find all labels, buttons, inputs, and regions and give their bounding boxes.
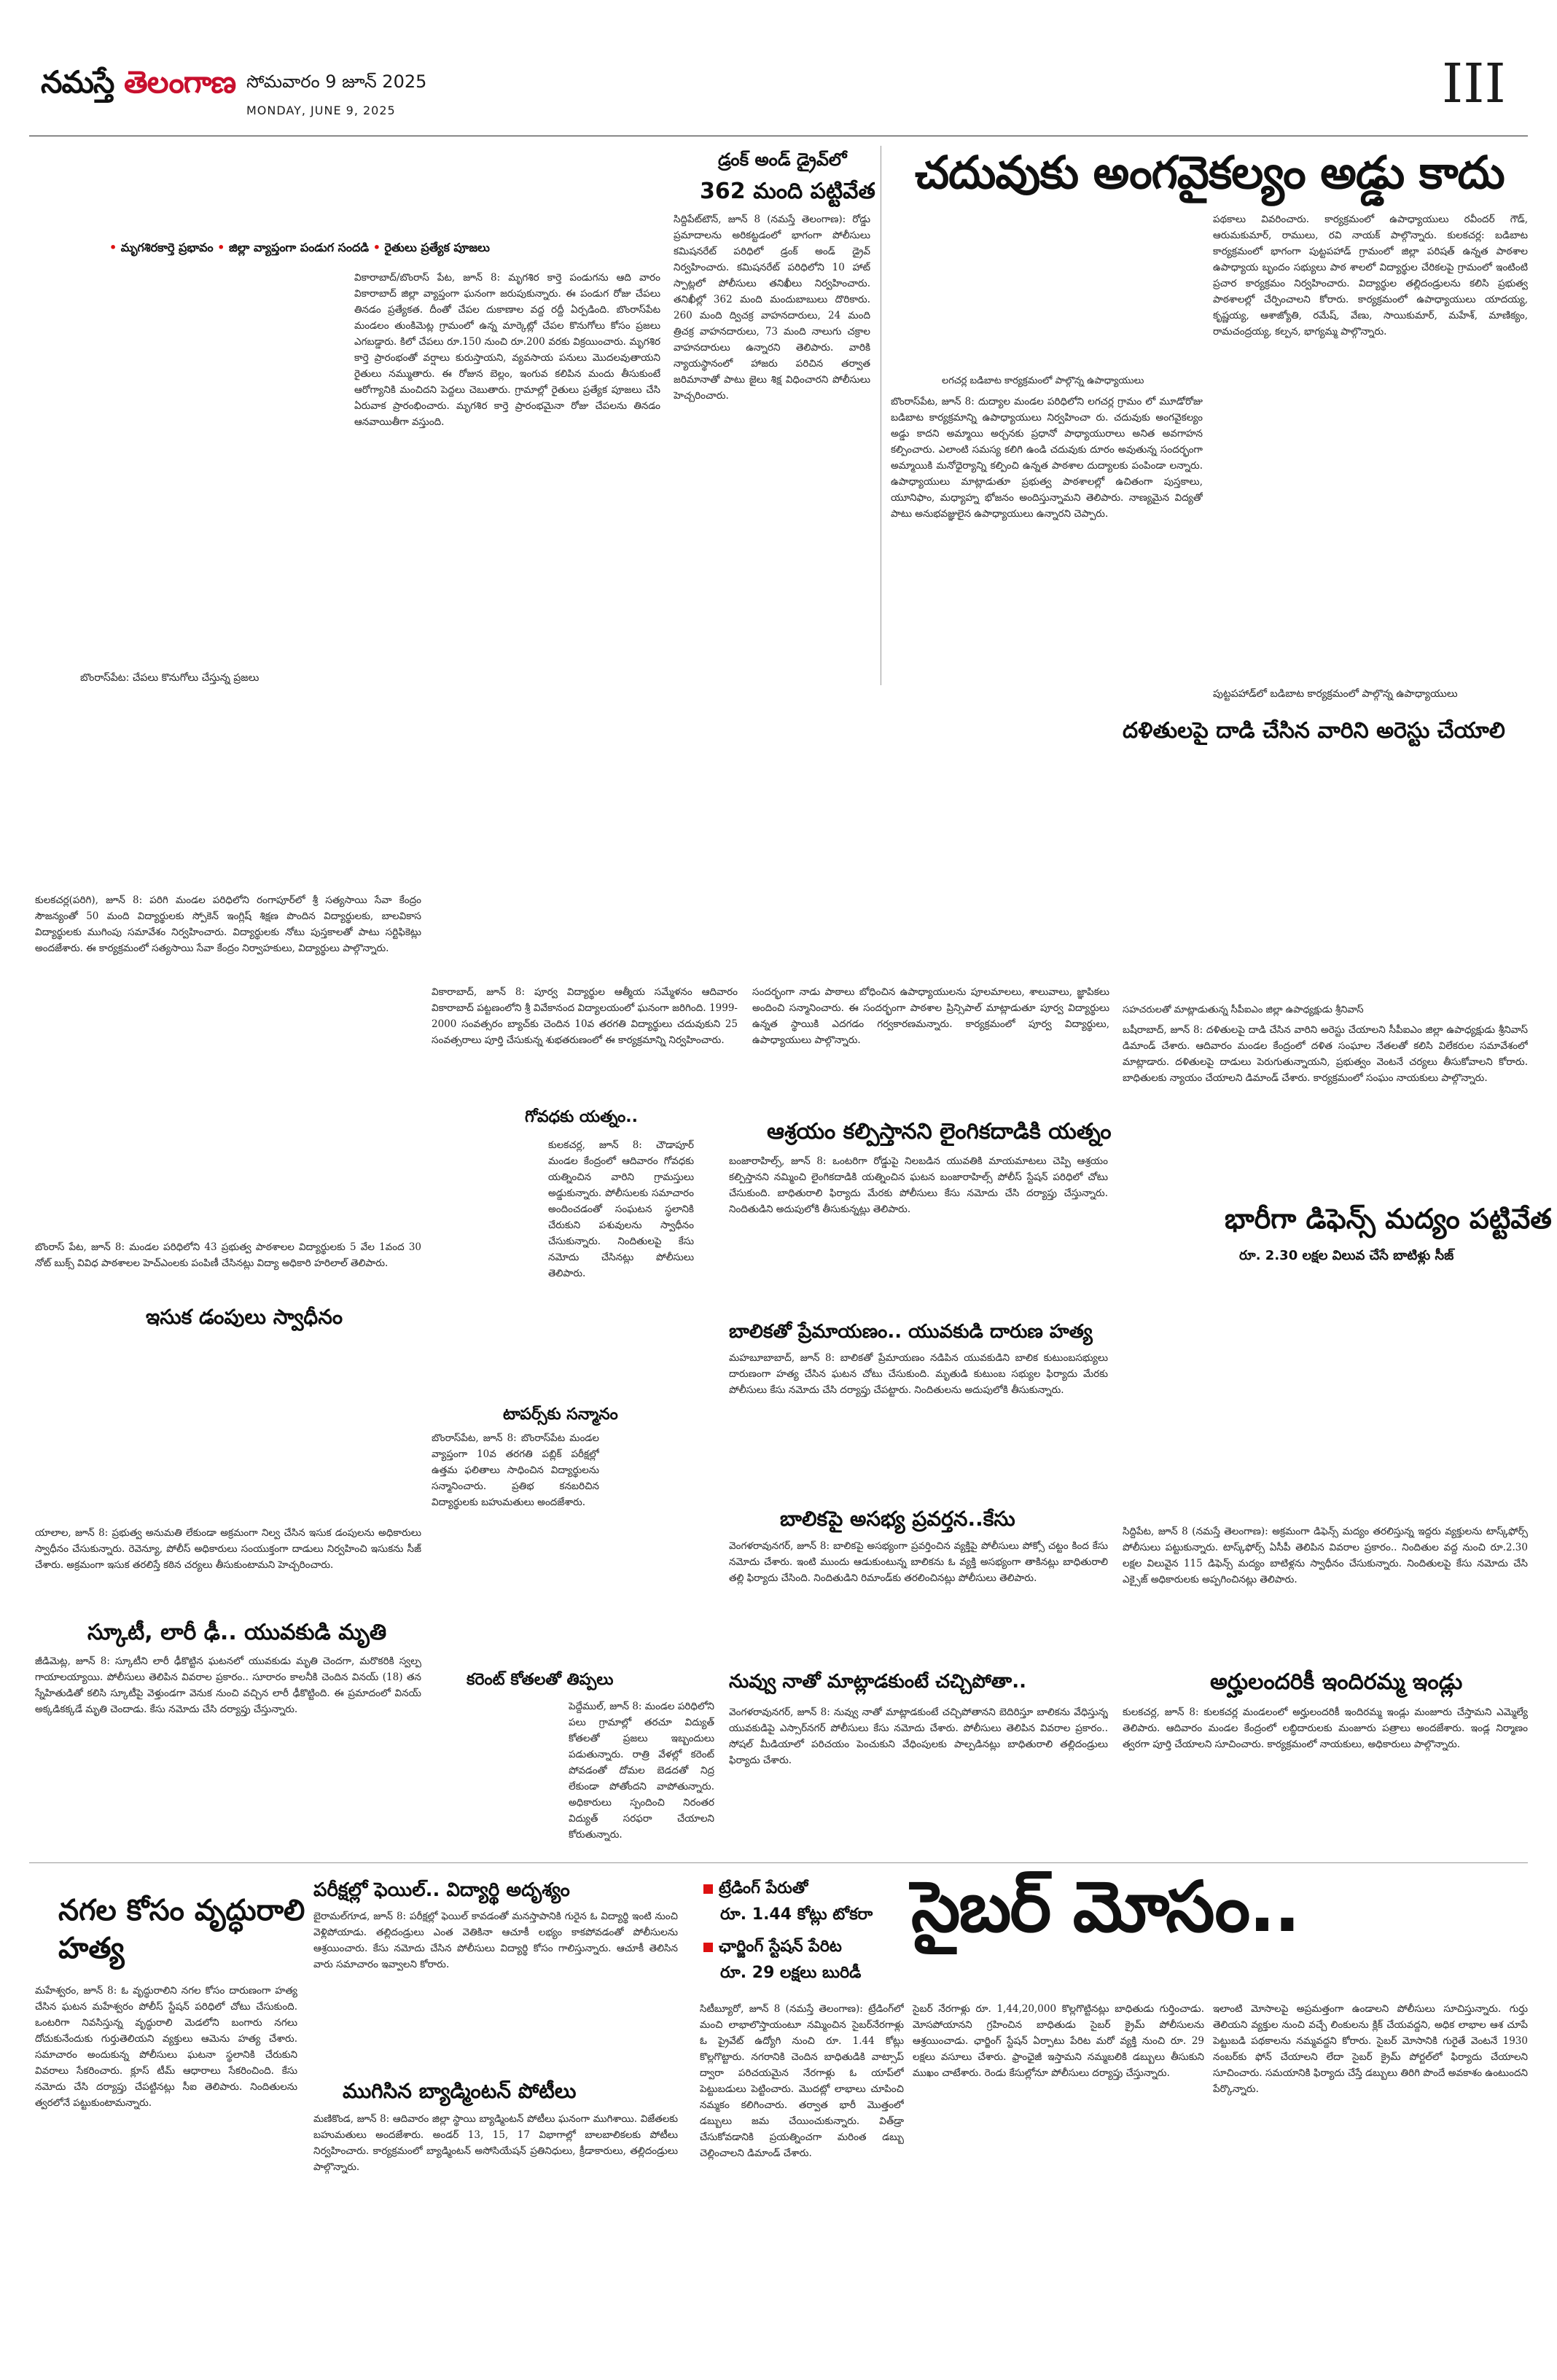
current-headline: కరెంట్ కోతలతో తిప్పలు [467, 1671, 614, 1689]
logo-word-1: నమస్తే [41, 64, 114, 100]
vivekananda-body: వికారాబాద్, జూన్ 8: పూర్వ విద్యార్థుల ఆత్మీయ సమ్మేళనం ఆదివారం వికారాబాద్ పట్టణంలోని శ్రీ వివేకానంద విద్యాలయంలో ఘనంగా జరిగింది. 1999-2000 సంవత్సరం బ్యాచ్‌కు చెందిన 10వ తరగతి విద్యార్థులు చదువుకుని 25 సంవత్సరాలు పూర్తి చేసుకున్న శుభతరుణంలో ఈ కార్యక్రమాన్ని నిర్వహించారు. [432, 986, 738, 1046]
current-body: పెద్దేముల్, జూన్ 8: మండల పరిధిలోని పలు గ్రామాల్లో తరచూ విద్యుత్ కోతలతో ప్రజలు ఇబ్బందులు పడుతున్నారు. రాత్రి వేళల్లో కరెంట్ పోవడంతో దోమల బెడదతో నిద్ర లేకుండా పోతోందని వాపోతున్నారు. అధికారులు స్పందించి నిరంతర విద్యుత్ సరఫరా చేయాలని కోరుతున్నారు. [569, 1701, 714, 1841]
scooty-headline: స్కూటీ, లారీ ఢీ.. యువకుడి మృతి [87, 1620, 387, 1645]
lead-body-col1: బొంరాస్‌పేట, జూన్ 8: దుద్యాల మండల పరిధిలోని లగచర్ల గ్రామం లో మూడోరోజు బడిబాట కార్యక్రమాన్ని ఉపాధ్యాయులు నిర్వహించా రు. చదువుకు అంగవైకల్యం అడ్డు కాదని అమ్మాయి అర్చనకు ప్రధానో పాధ్యాయురాలు అనిత అవగాహన కల్పించారు. ఎలాంటి సమస్య కలిగి ఉండి చదువుకు దూరం అవుతున్న సందర్భంగా అమ్మాయికి మనోధైర్యాన్ని కల్పించి ఉన్నత పాఠశాల దుద్యాలకు పంపిండా లన్నారు. ఉపాధ్యాయులు మాట్లాడుతూ ప్రభుత్వ పాఠశాలల్లో ఉచితంగా పుస్తకాలు, యూనిఫాం, మధ్యాహ్న భోజనం అందిస్తున్నామని తెలిపారు. నాణ్యమైన విద్యతో పాటు అనుభవజ్ఞులైన ఉపాధ్యాయులు ఉన్నారని చెప్పారు. [891, 396, 1203, 520]
cyber-bullet-1b: రూ. 1.44 కోట్లు టోకరా [720, 1905, 873, 1924]
nagala-kosam-headline: నగల కోసం వృద్ధురాలి హత్య [58, 1894, 305, 1965]
page-number: III [1442, 52, 1506, 115]
bottom-row-rule [29, 1862, 1528, 1863]
ashrayam-body: బంజారాహిల్స్, జూన్ 8: ఒంటరిగా రోడ్డుపై నిలబడిన యువతికి మాయమాటలు చెప్పి ఆశ్రయం కల్పిస్తానని నమ్మించి లైంగికదాడికి యత్నించిన ఘటన బంజారాహిల్స్ పోలీస్ స్టేషన్ పరిధిలో చోటు చేసుకుంది. బాధితురాలి ఫిర్యాదు మేరకు పోలీసులు కేసు నమోదు చేసి దర్యాప్తు చేస్తున్నారు. నిందితుడిని అదుపులోకి తీసుకున్నట్లు తెలిపారు. [729, 1155, 1108, 1215]
masthead-logo [41, 64, 235, 108]
cyber-headline: సైబర్ మోసం.. [911, 1866, 1300, 1948]
lead-body-col2: పథకాలు వివరించారు. కార్యక్రమంలో ఉపాధ్యాయులు రవీందర్ గౌడ్, ఆరుమకుమార్, రాములు, రవి నాయక్ పాల్గొన్నారు. కులకచర్ల: బడిబాట కార్యక్రమంలో భాగంగా పుట్టపహాడ్ గ్రామంలో జిల్లా పరిషత్ ఉన్నత పాఠశాల ఉపాధ్యాయ బృందం సభ్యులు పాఠ శాలలో విద్యార్థుల చేరికలపై గ్రామంలో ఇంటింటి ప్రచార కార్యక్రమం నిర్వహించారు. విద్యార్థుల తల్లిదండ్రులను కలిసి ప్రభుత్వ పాఠశాలల్లో చేర్పించాలని కోరారు. కార్యక్రమంలో ఉపాధ్యాయులు యాదయ్య, కృష్ణయ్య, ఆశాజ్యోతి, రమేష్, వేణు, సాయికుమార్, మహేశ్, మాణిక్యం, రామచంద్రయ్య, కల్పన, భాగ్యమ్మ పాల్గొన్నారు. [1213, 214, 1528, 338]
drunk-drive-headline: 362 మంది పట్టివేత [700, 179, 875, 204]
balika-prema-headline: బాలికతో ప్రేమాయణం.. యువకుడి దారుణ హత్య [729, 1321, 1093, 1343]
logo-word-2: తెలంగాణ [124, 64, 236, 100]
cyber-bullet-1a-text: ట్రేడింగ్ పేరుతో [719, 1879, 808, 1897]
cpim-body: బషీరాబాద్, జూన్ 8: దళితులపై దాడి చేసిన వారిని అరెస్టు చేయాలని సీపీఐఎం జిల్లా ఉపాధ్యక్షుడు శ్రీనివాస్ డిమాండ్ చేశారు. ఆదివారం మండల కేంద్రంలో దళిత సంఘాల నేతలతో కలిసి విలేకరుల సమావేశంలో మాట్లాడారు. దళితులపై దాడులు పెరుగుతున్నాయని, ప్రభుత్వం వెంటనే చర్యలు తీసుకోవాలని కోరారు. బాధితులకు న్యాయం చేయాలని డిమాండ్ చేశారు. కార్యక్రమంలో సంఘం నాయకులు పాల్గొన్నారు. [1123, 1024, 1528, 1084]
cyber-body-col3: ఇలాంటి మోసాలపై అప్రమత్తంగా ఉండాలని పోలీసులు సూచిస్తున్నారు. గుర్తు తెలియని వ్యక్తుల నుంచి వచ్చే లింకులను క్లిక్ చేయవద్దని, అధిక లాభాల ఆశ చూపే పెట్టుబడి పథకాలను నమ్మవద్దని కోరారు. సైబర్ మోసానికి గురైతే వెంటనే 1930 నంబర్‌కు ఫోన్ చేయాలని లేదా సైబర్ క్రైమ్ పోర్టల్‌లో ఫిర్యాదు చేయాలని సూచించారు. సమయానికి ఫిర్యాదు చేస్తే డబ్బులు తిరిగి పొందే అవకాశం ఉంటుందని పేర్కొన్నారు. [1213, 2003, 1528, 2095]
lead-headline: చదువుకు అంగవైకల్యం అడ్డు కాదు [915, 146, 1505, 199]
mrigasira-body: వికారాబాద్/బొంరాస్ పేట, జూన్ 8: మృగశిర కార్తె పండుగను ఆది వారం వికారాబాద్ జిల్లా వ్యాప్తంగా ఘనంగా జరుపుకున్నారు. ఈ పండుగ రోజు చేపలు తినడం ప్రత్యేకత. దీంతో చేపల దుకాణాల వద్ద రద్దీ ఏర్పడింది. బొంరాస్‌పేట మండలం తుంకిమెట్ల గ్రామంలో ఉన్న మార్కెట్లో చేపల కొనుగోలు కోసం ప్రజలు ఎగబడ్డారు. కిలో చేపలు రూ.150 నుంచి రూ.200 వరకు విక్రయించారు. మృగశిర కార్తె ప్రారంభంతో వర్షాలు కురుస్తాయని, వ్యవసాయ పనులు మొదలవుతాయని రైతులు నమ్ముతారు. ఈ రోజున బెల్లం, ఇంగువ కలిపిన మందు తీసుకుంటే ఆరోగ్యానికి మంచిదని పెద్దలు చెబుతారు. గ్రామాల్లో రైతులు ప్రత్యేక పూజలు చేసి ఏరువాక ప్రారంభించారు. మృగశిర కార్తె ప్రారంభమైనా రోజు చేపలను తినడం ఆనవాయితీగా వస్తుంది. [354, 272, 660, 428]
cyber-bullet-2a [703, 1938, 842, 1959]
mrigasira-caption: బొంరాస్‌పేట: చేపలు కొనుగోలు చేస్తున్న ప్రజలు [80, 672, 260, 684]
current-photo [432, 1698, 563, 1852]
notebooks-body: బొంరాస్ పేట, జూన్ 8: మండల పరిధిలోని 43 ప్రభుత్వ పాఠశాలల విద్యార్థులకు 5 వేల 1వంద 30 నోట్ బుక్స్ వివిధ పాఠశాలల హెచ్ఎంలకు పంపిణీ చేసినట్లు విద్యా అధికారి హరిలాల్ తెలిపారు. [35, 1241, 421, 1269]
cyber-body-col1: సిటీబ్యూరో, జూన్ 8 (నమస్తే తెలంగాణ): ట్రేడింగ్‌లో మంచి లాభాలొస్తాయంటూ నమ్మించిన సైబర్‌నేరగాళ్లు ఓ ప్రైవేట్ ఉద్యోగి నుంచి రూ. 1.44 కోట్లు కొల్లగొట్టారు. నగరానికి చెందిన బాధితుడికి వాట్సాప్ ద్వారా పరిచయమైన నేరగాళ్లు ఓ యాప్‌లో పెట్టుబడులు పెట్టించారు. మొదట్లో లాభాలు చూపించి నమ్మకం కలిగించారు. తర్వాత భారీ మొత్తంలో డబ్బులు జమ చేయించుకున్నారు. విత్‌డ్రా చేసుకోవడానికి ప్రయత్నించగా మరింత డబ్బు చెల్లించాలని డిమాండ్ చేశారు. [700, 2003, 904, 2159]
balika-prema-body: మహబూబాబాద్, జూన్ 8: బాలికతో ప్రేమాయణం నడిపిన యువకుడిని బాలిక కుటుంబసభ్యులు దారుణంగా హత్య చేసిన ఘటన చోటు చేసుకుంది. మృతుడి కుటుంబ సభ్యుల ఫిర్యాదు మేరకు పోలీసులు కేసు నమోదు చేసి దర్యాప్తు చేపట్టారు. నిందితులను అదుపులోకి తీసుకున్నారు. [729, 1352, 1108, 1396]
sathyasai-body: కులకచర్ల(పరిగి), జూన్ 8: పరిగి మండల పరిధిలోని రంగాపూర్‌లో శ్రీ సత్యసాయి సేవా కేంద్రం సౌజన్యంతో 50 మంది విద్యార్థులకు స్పోకెన్ ఇంగ్లిష్ శిక్షణ పొందిన విద్యార్థులకు, బాలవికాస విద్యార్థులకు ముగింపు సమావేశం నిర్వహించారు. విద్యార్థులకు నోటు పుస్తకాలతో పాటు సర్టిఫికెట్లు అందజేశారు. ఈ కార్యక్రమంలో సత్యసాయి సేవా కేంద్రం నిర్వాహకులు, విద్యార్థులు పాల్గొన్నారు. [35, 894, 421, 954]
badminton-body: మణికొండ, జూన్ 8: ఆదివారం జిల్లా స్థాయి బ్యాడ్మింటన్ పోటీలు ఘనంగా ముగిశాయి. విజేతలకు బహుమతులు అందజేశారు. అండర్ 13, 15, 17 విభాగాల్లో బాలబాలికలకు పోటీలు నిర్వహించారు. కార్యక్రమంలో బ్యాడ్మింటన్ అసోసియేషన్ ప్రతినిధులు, క్రీడాకారులు, తల్లిదండ్రులు పాల్గొన్నారు. [313, 2113, 678, 2173]
mrigasira-tag-3: రైతులు ప్రత్యేక పూజలు [384, 241, 490, 254]
tapper-photo [604, 1430, 713, 1598]
sand-photo [35, 1340, 421, 1522]
pariksha-body: బైరామల్‌గూడ, జూన్ 8: పరీక్షల్లో ఫెయిల్ కావడంతో మనస్తాపానికి గురైన ఓ విద్యార్థి ఇంటి నుంచి వెళ్లిపోయాడు. తల్లిదండ్రులు ఎంత వెతికినా ఆచూకీ లభ్యం కాకపోవడంతో పోలీసులను ఆశ్రయించారు. కేసు నమోదు చేసిన పోలీసులు విద్యార్థి కోసం గాలిస్తున్నారు. ఆచూకీ తెలిసిన వారు సమాచారం ఇవ్వాలని కోరారు. [313, 1911, 678, 1970]
indiramma-body: కులకచర్ల, జూన్ 8: కులకచర్ల మండలంలో అర్హులందరికీ ఇందిరమ్మ ఇండ్లు మంజూరు చేస్తామని ఎమ్మెల్యే తెలిపారు. ఆదివారం మండల కేంద్రంలో లబ్ధిదారులకు మంజూరు పత్రాలు అందజేశారు. ఇండ్ల నిర్మాణం త్వరగా పూర్తి చేయాలని సూచించారు. కార్యక్రమంలో నాయకులు, అధికారులు పాల్గొన్నారు. [1123, 1706, 1528, 1750]
defence-liquor-subhead: రూ. 2.30 లక్షల విలువ చేసే బాటిళ్లు సీజ్ [1239, 1248, 1454, 1263]
drunk-drive-kicker: డ్రంక్ అండ్ డ్రైవ్‌లో [718, 149, 847, 170]
nuvvu-natho-body: వెంగళరావునగర్, జూన్ 8: నువ్వు నాతో మాట్లాడకుంటే చచ్చిపోతానని బెదిరిస్తూ బాలికను వేధిస్తున్న యువకుడిపై ఎస్సార్‌నగర్ పోలీసులు కేసు నమోదు చేశారు. పోలీసులు తెలిపిన వివరాల ప్రకారం.. సోషల్ మీడియాలో పరిచయం పెంచుకుని వేధింపులకు పాల్పడినట్లు బాధితురాలి తల్లిదండ్రులు ఫిర్యాదు చేశారు. [729, 1706, 1108, 1766]
lead-caption-bottom: పుట్టపహాడ్‌లో బడిబాట కార్యక్రమంలో పాల్గొన్న ఉపాధ్యాయులు [1213, 688, 1458, 700]
cyber-body-col2: సైబర్ నేరగాళ్లు రూ. 1,44,20,000 కొల్లగొట్టినట్లు బాధితుడు గుర్తించాడు. మోసపోయానని గ్రహించిన బాధితుడు సైబర్ క్రైమ్ పోలీసులను ఆశ్రయించాడు. ఛార్జింగ్ స్టేషన్ ఏర్పాటు పేరిట మరో వ్యక్తి నుంచి రూ. 29 లక్షలు వసూలు చేశారు. ఫ్రాంఛైజీ ఇస్తామని నమ్మబలికి డబ్బులు తీసుకుని ముఖం చాటేశారు. రెండు కేసుల్లోనూ పోలీసులు దర్యాప్తు చేస్తున్నారు. [913, 2003, 1204, 2079]
badminton-headline: ముగిసిన బ్యాడ్మింటన్ పోటీలు [343, 2079, 577, 2103]
cpim-caption: సహచరులతో మాట్లాడుతున్న సీపీఐఎం జిల్లా ఉపాధ్యక్షుడు శ్రీనివాస్ [1123, 1004, 1364, 1015]
date-telugu: సోమవారం 9 జూన్ 2025 [246, 71, 427, 92]
tapper-body: బొంరాస్‌పేట, జూన్ 8: బొంరాస్‌పేట మండల వ్యాప్తంగా 10వ తరగతి పబ్లిక్ పరీక్షల్లో ఉత్తమ ఫలితాలు సాధించిన విద్యార్థులను సన్మానించారు. ప్రతిభ కనబరిచిన విద్యార్థులకు బహుమతులు అందజేశారు. [432, 1432, 599, 1508]
scooty-body: జీడిమెట్ల, జూన్ 8: స్కూటీని లారీ ఢీకొట్టిన ఘటనలో యువకుడు మృతి చెందగా, మరొకరికి స్వల్ప గాయాలయ్యాయి. పోలీసులు తెలిపిన వివరాల ప్రకారం.. సూరారం కాలనీకి చెందిన వినయ్ (18) తన స్నేహితుడితో కలిసి స్కూటీపై వెళ్తుండగా వెనుక నుంచి వచ్చిన లారీ ఢీకొట్టింది. ఈ ప్రమాదంలో వినయ్ అక్కడికక్కడే మృతి చెందాడు. కేసు నమోదు చేసి దర్యాప్తు చేస్తున్నారు. [35, 1655, 421, 1715]
nuvvu-natho-headline: నువ్వు నాతో మాట్లాడకుంటే చచ్చిపోతా.. [729, 1671, 1026, 1693]
cyber-bullet-2b: రూ. 29 లక్షలు బురిడీ [720, 1964, 862, 1982]
ashrayam-headline: ఆశ్రయం కల్పిస్తానని లైంగికదాడికి యత్నం [767, 1119, 1112, 1144]
asabhya-body: వెంగళరావునగర్, జూన్ 8: బాలికపై అసభ్యంగా ప్రవర్తించిన వ్యక్తిపై పోలీసులు పోక్సో చట్టం కింద కేసు నమోదు చేశారు. ఇంటి ముందు ఆడుకుంటున్న బాలికను ఓ వ్యక్తి అసభ్యంగా తాకినట్లు బాధితురాలి తల్లి ఫిర్యాదు చేసింది. నిందితుడిని రిమాండ్‌కు తరలించినట్లు పోలీసులు తెలిపారు. [729, 1540, 1108, 1584]
defence-liquor-body: సిద్దిపేట, జూన్ 8 (నమస్తే తెలంగాణ): అక్రమంగా డిఫెన్స్ మద్యం తరలిస్తున్న ఇద్దరు వ్యక్తులను టాస్క్‌ఫోర్స్ పోలీసులు పట్టుకున్నారు. టాస్క్‌ఫోర్స్ ఏసీపీ తెలిపిన వివరాల ప్రకారం.. నిందితుల వద్ద నుంచి రూ.2.30 లక్షల విలువైన 115 డిఫెన్స్ మద్యం బాటిళ్లను స్వాధీనం చేసుకున్నారు. నిందితులపై కేసు నమోదు చేసి ఎక్సైజ్ అధికారులకు అప్పగించినట్లు తెలిపారు. [1123, 1526, 1528, 1585]
cpim-photo [891, 758, 1528, 999]
praise-teachers-body: సందర్భంగా నాడు పాఠాలు బోధించిన ఉపాధ్యాయులను పూలమాలలు, శాలువాలు, జ్ఞాపికలు అందించి సన్మానించారు. ఈ సందర్భంగా పాఠశాల ప్రిన్సిపాల్ మాట్లాడుతూ పూర్వ విద్యార్థులు ఉన్నత స్థాయికి ఎదగడం గర్వకారణమన్నారు. కార్యక్రమంలో పూర్వ విద్యార్థులు, ఉపాధ్యాయులు పాల్గొన్నారు. [752, 986, 1109, 1046]
mrigasira-tag-1: మృగశిరకార్తె ప్రభావం [120, 241, 214, 254]
isuka-headline: ఇసుక డంపులు స్వాధీనం [146, 1305, 343, 1329]
asabhya-headline: బాలికపై అసభ్య ప్రవర్తన..కేసు [780, 1507, 1015, 1531]
defence-liquor-headline: భారీగా డిఫెన్స్ మద్యం పట్టివేత [1225, 1203, 1552, 1235]
govadhaku-headline: గోవధకు యత్నం.. [525, 1108, 638, 1126]
cyber-bullet-1a [703, 1879, 808, 1901]
fish-market-photo [35, 270, 341, 663]
isuka-photo [35, 1013, 421, 1210]
lead-caption-top: లగచర్ల బడిబాట కార్యక్రమంలో పాల్గొన్న ఉపాధ్యాయులు [942, 375, 1144, 386]
defence-liquor-photo [1123, 1272, 1528, 1520]
pariksha-headline: పరీక్షల్లో ఫెయిల్.. విద్యార్థి అదృశ్యం [313, 1879, 570, 1901]
isuka-body: యాలాల, జూన్ 8: ప్రభుత్వ అనుమతి లేకుండా అక్రమంగా నిల్వ చేసిన ఇసుక డంపులను అధికారులు స్వాధీనం చేసుకున్నారు. రెవెన్యూ, పోలీస్ అధికారులు సంయుక్తంగా దాడులు నిర్వహించి ఇసుకను సీజ్ చేశారు. అక్రమంగా ఇసుక తరలిస్తే కఠిన చర్యలు తీసుకుంటామని హెచ్చరించారు. [35, 1527, 421, 1571]
govadhaku-body: కులకచర్ల, జూన్ 8: చౌడాపూర్ మండల కేంద్రంలో ఆదివారం గోవధకు యత్నించిన వారిని గ్రామస్తులు అడ్డుకున్నారు. పోలీసులకు సమాచారం అందించడంతో సంఘటన స్థలానికి చేరుకుని పశువులను స్వాధీనం చేసుకున్నారు. నిందితులపై కేసు నమోదు చేసినట్లు పోలీసులు తెలిపారు. [548, 1139, 694, 1279]
date-english: MONDAY, JUNE 9, 2025 [246, 104, 396, 117]
tapper-headline: టాపర్స్‌కు సన్మానం [503, 1405, 618, 1424]
dalit-attack-headline: దళితులపై దాడి చేసిన వారిని అరెస్టు చేయాలి [1123, 718, 1505, 744]
nagala-kosam-body: మహేశ్వరం, జూన్ 8: ఓ వృద్ధురాలిని నగల కోసం దారుణంగా హత్య చేసిన ఘటన మహేశ్వరం పోలీస్ స్టేషన్ పరిధిలో చోటు చేసుకుంది. ఒంటరిగా నివసిస్తున్న వృద్ధురాలి మెడలోని బంగారు నగలు దోచుకునేందుకు గుర్తుతెలియని వ్యక్తులు ఆమెను హత్య చేశారు. సమాచారం అందుకున్న పోలీసులు ఘటనా స్థలానికి చేరుకుని వివరాలు సేకరించారు. క్లూస్ టీమ్ ఆధారాలు సేకరించింది. కేసు నమోదు చేసి దర్యాప్తు చేపట్టినట్లు సీఐ తెలిపారు. నిందితులను త్వరలోనే పట్టుకుంటామన్నారు. [35, 1985, 297, 2109]
mrigasira-tag-2: జిల్లా వ్యాప్తంగా పండుగ సందడి [228, 241, 370, 254]
drunk-drive-body: సిద్దిపేట్‌టౌన్, జూన్ 8 (నమస్తే తెలంగాణ): రోడ్డు ప్రమాదాలను అరికట్టడంలో భాగంగా పోలీసులు కమిషనరేట్ పరిధిలో డ్రంక్ అండ్ డ్రైవ్ నిర్వహించారు. కమిషనరేట్ పరిధిలోని 10 హాట్ స్పాట్లలో పోలీసులు తనిఖీలు నిర్వహించారు. తనిఖీల్లో 362 మంది మందుబాబులు దొరికారు. 260 మంది ద్విచక్ర వాహనదారులు, 24 మంది త్రిచక్ర వాహనదారులు, 73 మంది నాలుగు చక్రాల వాహనదారులు ఉన్నారని తెలిపారు. వారికి న్యాయస్థానంలో హాజరు పరిచిన తర్వాత జరిమానాతో పాటు జైలు శిక్ష విధించారని పోలీసులు హెచ్చరించారు. [674, 214, 870, 402]
indiramma-headline: అర్హులందరికీ ఇందిరమ్మ ఇండ్లు [1210, 1669, 1463, 1695]
lagacharla-photo [891, 211, 1203, 372]
mrigasira-tags: • మృగశిరకార్తె ప్రభావం • జిల్లా వ్యాప్తంగా పండుగ సందడి • రైతులు ప్రత్యేక పూజలు [109, 241, 490, 254]
cyber-bullet-2a-text: ఛార్జింగ్ స్టేషన్ పేరిట [719, 1938, 842, 1956]
govadhaku-photo [432, 1137, 541, 1400]
